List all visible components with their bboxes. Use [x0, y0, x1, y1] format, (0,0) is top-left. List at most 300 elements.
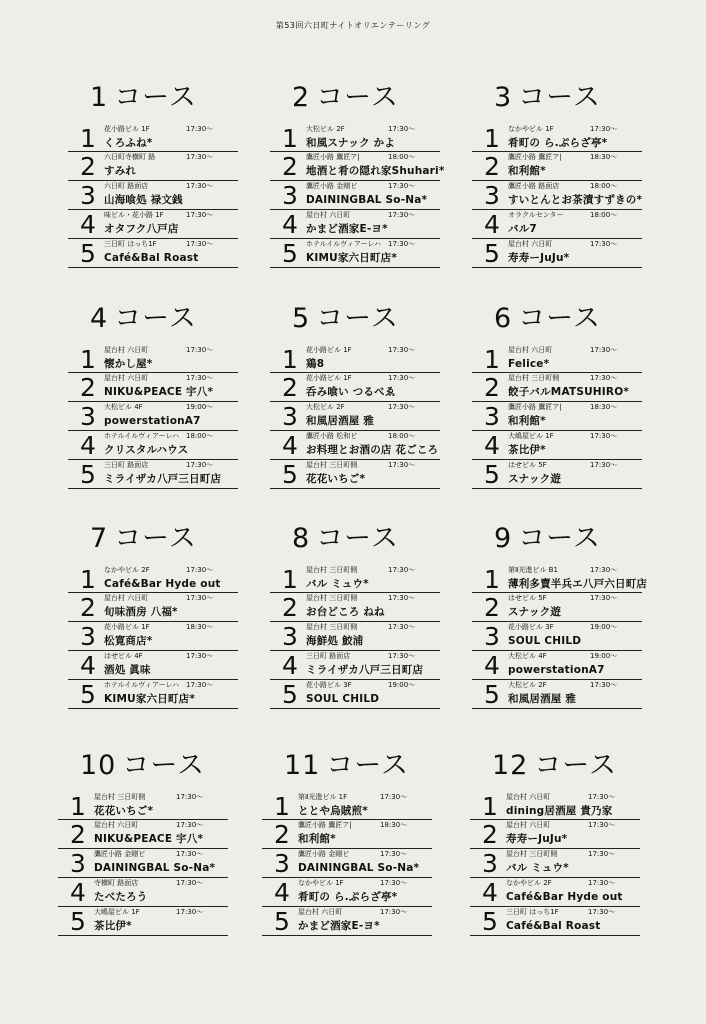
- entry-list: [270, 345, 440, 489]
- course-9: [472, 517, 648, 709]
- entry: [68, 431, 238, 460]
- entry: [472, 345, 642, 373]
- entry-location: 大嶋屋ビル 1F: [94, 908, 140, 916]
- entry-index: 5: [484, 460, 500, 489]
- entry-shop: Café&Bar Hyde out: [104, 578, 221, 590]
- entry-location: 鷹匠小路 鷹匠ア|: [298, 821, 352, 829]
- entry-time: 17:30〜: [388, 566, 416, 574]
- entry: [472, 402, 642, 431]
- entry-location: 屋台村 三日町側: [506, 850, 558, 858]
- entry-index: 4: [274, 878, 290, 907]
- entry-location: ホテルイルヴィアーレハ: [306, 240, 382, 248]
- entry-time: 17:30〜: [388, 211, 416, 219]
- entry-time: 17:30〜: [590, 681, 618, 689]
- course-suffix: コース: [316, 523, 399, 554]
- entry-time: 17:30〜: [380, 908, 408, 916]
- entry: [472, 431, 642, 460]
- entry-location: 六日町寺横町 路: [104, 153, 156, 161]
- entry-index: 4: [80, 651, 96, 680]
- course-title: [270, 517, 440, 561]
- entry-location: 三日町 路面店: [306, 652, 351, 660]
- entry-index: 1: [282, 345, 298, 374]
- entry-time: 17:30〜: [588, 879, 616, 887]
- entry: [270, 124, 440, 152]
- entry-shop: 和利館*: [298, 833, 336, 845]
- entry-shop: 花花いちご*: [306, 473, 366, 485]
- entry-shop: Café&Bal Roast: [104, 252, 199, 264]
- entry-index: 5: [282, 239, 298, 268]
- entry-index: 5: [282, 680, 298, 709]
- entry-shop: 和利館*: [508, 415, 546, 427]
- entry-time: 17:30〜: [176, 879, 204, 887]
- entry: [262, 878, 432, 907]
- course-suffix: コース: [518, 523, 601, 554]
- entry-time: 17:30〜: [176, 908, 204, 916]
- course-12: [470, 744, 640, 936]
- entry-shop: powerstationA7: [508, 664, 605, 676]
- entry-location: なかやビル 1F: [298, 879, 344, 887]
- entry-time: 17:30〜: [388, 594, 416, 602]
- entry-index: 1: [482, 792, 498, 821]
- entry-location: 三日町 はっち1F: [506, 908, 559, 916]
- entry-shop: powerstationA7: [104, 415, 201, 427]
- entry-index: 3: [484, 181, 500, 210]
- entry-index: 2: [484, 373, 500, 402]
- entry-time: 17:30〜: [388, 240, 416, 248]
- entry-location: 屋台村 三日町側: [306, 594, 358, 602]
- entry-location: 屋台村 三日町側: [306, 623, 358, 631]
- entry-index: 1: [80, 345, 96, 374]
- entry-location: 屋台村 六日町: [104, 374, 149, 382]
- entry-list: [262, 792, 432, 936]
- entry-location: 鷹匠小路 金剛ビ: [298, 850, 350, 858]
- course-number: 10: [80, 750, 117, 781]
- course-number: 1: [90, 82, 109, 113]
- entry-time: 17:30〜: [380, 850, 408, 858]
- entry-index: 2: [282, 593, 298, 622]
- entry-location: 六日町 路面店: [104, 182, 149, 190]
- entry-shop: 茶比伊*: [94, 920, 132, 932]
- entry-shop: 懐かし屋*: [104, 358, 153, 370]
- entry: [472, 651, 642, 680]
- entry-location: 味ビル・花小路 1F: [104, 211, 164, 219]
- entry-index: 5: [482, 907, 498, 936]
- entry-time: 17:30〜: [588, 821, 616, 829]
- entry-time: 17:30〜: [186, 211, 214, 219]
- entry-index: 4: [484, 210, 500, 239]
- entry: [472, 124, 642, 152]
- entry-index: 3: [282, 622, 298, 651]
- entry-index: 4: [80, 210, 96, 239]
- course-title: [68, 76, 238, 120]
- entry-shop: お台どころ ねね: [306, 606, 385, 618]
- entry-index: 2: [484, 593, 500, 622]
- course-title: [472, 517, 642, 561]
- entry: [262, 907, 432, 936]
- entry: [270, 680, 440, 709]
- entry-shop: すみれ: [104, 165, 137, 177]
- entry-index: 5: [70, 907, 86, 936]
- entry-shop: SOUL CHILD: [306, 693, 380, 705]
- entry-time: 17:30〜: [380, 793, 408, 801]
- entry-list: [270, 565, 440, 709]
- entry: [262, 849, 432, 878]
- entry-index: 5: [282, 460, 298, 489]
- entry-location: 三日町 はっち1F: [104, 240, 157, 248]
- entry-time: 18:00〜: [186, 432, 214, 440]
- entry-time: 17:30〜: [388, 461, 416, 469]
- entry-shop: NIKU&PEACE 宇八*: [94, 833, 204, 845]
- entry: [270, 239, 440, 268]
- entry-location: 屋台村 三日町側: [94, 793, 146, 801]
- entry: [470, 907, 640, 936]
- entry-time: 17:30〜: [176, 793, 204, 801]
- entry: [472, 680, 642, 709]
- course-4: [68, 297, 238, 489]
- entry-location: なかやビル 1F: [508, 125, 554, 133]
- entry-index: 3: [484, 622, 500, 651]
- entry-index: 3: [70, 849, 86, 878]
- course-number: 11: [284, 750, 321, 781]
- entry-time: 18:00〜: [388, 432, 416, 440]
- entry-location: 屋台村 六日町: [298, 908, 343, 916]
- entry-index: 2: [282, 152, 298, 181]
- entry: [270, 152, 445, 181]
- entry-shop: 旬味酒房 八福*: [104, 606, 178, 618]
- entry-location: 大松ビル 2F: [306, 125, 345, 133]
- entry-shop: SOUL CHILD: [508, 635, 582, 647]
- entry-time: 17:30〜: [388, 374, 416, 382]
- entry: [472, 593, 642, 622]
- entry-location: なかやビル 2F: [104, 566, 150, 574]
- course-title: [68, 297, 238, 341]
- entry: [472, 181, 642, 210]
- entry-index: 3: [282, 402, 298, 431]
- entry-index: 5: [80, 460, 96, 489]
- course-title: [270, 76, 440, 120]
- entry-shop: KIMU家六日町店*: [104, 693, 196, 705]
- entry-location: 花小路ビル 1F: [104, 125, 150, 133]
- entry-time: 19:00〜: [590, 623, 618, 631]
- entry-time: 17:30〜: [590, 461, 618, 469]
- entry-time: 17:30〜: [588, 850, 616, 858]
- entry-location: 屋台村 三日町側: [306, 461, 358, 469]
- entry-index: 1: [274, 792, 290, 821]
- entry-location: なかやビル 2F: [506, 879, 552, 887]
- entry-time: 17:30〜: [186, 681, 214, 689]
- course-title: [472, 297, 642, 341]
- entry: [68, 152, 238, 181]
- entry: [58, 878, 228, 907]
- entry-shop: くろふね*: [104, 137, 153, 149]
- entry: [68, 565, 238, 593]
- entry-shop: DAININGBAL So-Na*: [94, 862, 216, 874]
- entry-shop: ミライザカ八戸三日町店: [104, 473, 222, 485]
- entry-shop: スナック遊: [508, 473, 562, 485]
- entry-location: 鷹匠小路 路面店: [508, 182, 560, 190]
- entry-time: 17:30〜: [186, 594, 214, 602]
- entry-index: 2: [80, 593, 96, 622]
- entry-list: [68, 565, 238, 709]
- entry-location: 花小路ビル 3F: [508, 623, 554, 631]
- entry-time: 17:30〜: [388, 652, 416, 660]
- entry-index: 2: [282, 373, 298, 402]
- entry-location: 屋台村 三日町側: [508, 374, 560, 382]
- entry-shop: 和風居酒屋 雅: [508, 693, 577, 705]
- entry: [58, 907, 228, 936]
- course-title: [470, 744, 640, 788]
- entry-location: 大松ビル 2F: [306, 403, 345, 411]
- course-title: [262, 744, 432, 788]
- entry-index: 4: [484, 431, 500, 460]
- course-7: [68, 517, 238, 709]
- entry-location: 屋台村 六日町: [508, 240, 553, 248]
- entry-list: [472, 124, 642, 268]
- course-title: [58, 744, 228, 788]
- entry-location: 屋台村 六日町: [506, 821, 551, 829]
- entry-shop: すいとんとお茶漬すずきの*: [508, 194, 643, 206]
- entry-index: 2: [70, 820, 86, 849]
- entry-shop: 和風居酒屋 雅: [306, 415, 375, 427]
- course-number: 6: [494, 303, 513, 334]
- entry: [68, 593, 238, 622]
- entry-index: 5: [80, 239, 96, 268]
- entry: [472, 152, 642, 181]
- entry-time: 19:00〜: [388, 681, 416, 689]
- entry-location: 鷹匠小路 金剛ビ: [306, 182, 358, 190]
- entry-time: 17:30〜: [388, 182, 416, 190]
- course-title: [68, 517, 238, 561]
- entry-time: 17:30〜: [186, 240, 214, 248]
- entry-shop: DAININGBAL So-Na*: [298, 862, 420, 874]
- entry-index: 3: [484, 402, 500, 431]
- entry: [68, 651, 238, 680]
- entry-location: 鷹匠小路 鷹匠ア|: [306, 153, 360, 161]
- entry-time: 17:30〜: [388, 403, 416, 411]
- entry-time: 17:30〜: [186, 125, 214, 133]
- course-suffix: コース: [114, 523, 197, 554]
- entry-index: 3: [80, 402, 96, 431]
- course-number: 7: [90, 523, 109, 554]
- entry: [470, 878, 640, 907]
- course-10: [58, 744, 228, 936]
- entry: [68, 622, 238, 651]
- entry: [68, 181, 238, 210]
- entry-time: 17:30〜: [186, 182, 214, 190]
- entry-location: 屋台村 六日町: [104, 346, 149, 354]
- entry-time: 17:30〜: [186, 652, 214, 660]
- entry: [270, 460, 440, 489]
- entry-index: 5: [484, 680, 500, 709]
- entry-location: 鷹匠小路 金剛ビ: [94, 850, 146, 858]
- entry-shop: NIKU&PEACE 宇八*: [104, 386, 214, 398]
- course-number: 4: [90, 303, 109, 334]
- entry-time: 18:00〜: [590, 182, 618, 190]
- entry-location: 花小路ビル 1F: [306, 374, 352, 382]
- course-8: [270, 517, 440, 709]
- entry-time: 17:30〜: [186, 153, 214, 161]
- entry-location: 花小路ビル 3F: [306, 681, 352, 689]
- entry-list: [470, 792, 640, 936]
- entry-index: 1: [484, 124, 500, 153]
- entry-shop: DAININGBAL So-Na*: [306, 194, 428, 206]
- entry-location: はせビル 4F: [104, 652, 143, 660]
- entry: [270, 373, 440, 402]
- entry-location: 鷹匠小路 鷹匠ア|: [508, 153, 562, 161]
- entry-time: 18:30〜: [186, 623, 214, 631]
- entry-shop: 花花いちご*: [94, 805, 154, 817]
- entry-index: 1: [484, 345, 500, 374]
- entry-location: 花小路ビル 1F: [104, 623, 150, 631]
- entry-location: 寺横町 路面店: [94, 879, 139, 887]
- entry-index: 3: [274, 849, 290, 878]
- entry: [470, 792, 640, 820]
- course-2: [270, 76, 445, 268]
- course-5: [270, 297, 440, 489]
- entry-location: 第Ⅱ光進ビル 1F: [298, 793, 348, 801]
- course-11: [262, 744, 432, 936]
- entry-time: 19:00〜: [186, 403, 214, 411]
- entry: [470, 820, 640, 849]
- entry-shop: たべたろう: [94, 891, 148, 903]
- entry: [58, 792, 228, 820]
- course-suffix: コース: [122, 750, 206, 781]
- entry-time: 17:30〜: [176, 850, 204, 858]
- entry-time: 17:30〜: [388, 623, 416, 631]
- entry-time: 17:30〜: [590, 594, 618, 602]
- entry-index: 2: [484, 152, 500, 181]
- entry-shop: Café&Bar Hyde out: [506, 891, 623, 903]
- entry: [472, 373, 642, 402]
- entry-index: 3: [482, 849, 498, 878]
- course-number: 12: [492, 750, 529, 781]
- course-number: 9: [494, 523, 513, 554]
- entry: [68, 402, 238, 431]
- entry-index: 4: [482, 878, 498, 907]
- entry-time: 17:30〜: [380, 879, 408, 887]
- entry: [270, 622, 440, 651]
- entry-list: [68, 345, 238, 489]
- entry-location: 屋台村 六日町: [104, 594, 149, 602]
- entry-time: 17:30〜: [590, 125, 618, 133]
- entry-shop: 松寛商店*: [104, 635, 153, 647]
- entry-location: 大嶋屋ビル 1F: [508, 432, 554, 440]
- entry-shop: 和利館*: [508, 165, 546, 177]
- entry: [270, 593, 440, 622]
- entry-shop: 寿寿ーJuJu*: [508, 252, 570, 264]
- entry-location: 鷹匠小路 松和ビ: [306, 432, 358, 440]
- entry-index: 5: [80, 680, 96, 709]
- entry: [270, 431, 440, 460]
- entry: [472, 239, 642, 268]
- entry-shop: オタフク八戸店: [104, 223, 179, 235]
- entry-index: 1: [80, 124, 96, 153]
- entry-location: 第Ⅱ光進ビル B1: [508, 566, 558, 574]
- entry-location: 大松ビル 4F: [104, 403, 143, 411]
- entry: [470, 849, 640, 878]
- entry-location: はせビル 5F: [508, 594, 547, 602]
- entry-location: ホテルイルヴィアーレハ: [104, 681, 180, 689]
- entry-location: 屋台村 三日町側: [306, 566, 358, 574]
- entry-shop: 薄利多賣半兵エ八戸六日町店: [508, 578, 648, 590]
- entry-index: 1: [80, 565, 96, 594]
- entry: [472, 210, 642, 239]
- entry-index: 2: [80, 373, 96, 402]
- entry-time: 17:30〜: [588, 793, 616, 801]
- entry-shop: 餃子バルMATSUHIRO*: [508, 386, 630, 398]
- entry-list: [270, 124, 445, 268]
- entry-time: 18:00〜: [590, 211, 618, 219]
- entry-shop: ととや烏賊煎*: [298, 805, 368, 817]
- course-suffix: コース: [518, 303, 601, 334]
- course-suffix: コース: [326, 750, 410, 781]
- entry-list: [472, 345, 642, 489]
- entry-time: 18:30〜: [380, 821, 408, 829]
- entry-shop: 地酒と肴の隠れ家Shuhari*: [306, 165, 445, 177]
- entry-index: 4: [484, 651, 500, 680]
- course-number: 3: [494, 82, 513, 113]
- entry-shop: 海鮮処 鮫浦: [306, 635, 364, 647]
- entry-index: 1: [282, 565, 298, 594]
- entry: [68, 239, 238, 268]
- course-suffix: コース: [518, 82, 601, 113]
- entry-time: 18:00〜: [388, 153, 416, 161]
- entry-list: [68, 124, 238, 268]
- entry-time: 17:30〜: [590, 240, 618, 248]
- entry-time: 18:30〜: [590, 153, 618, 161]
- entry-shop: かまど酒家E-ヨ*: [298, 920, 380, 932]
- entry: [472, 460, 642, 489]
- entry-index: 4: [70, 878, 86, 907]
- entry: [270, 651, 440, 680]
- entry: [262, 820, 432, 849]
- entry-index: 4: [282, 210, 298, 239]
- entry: [68, 680, 238, 709]
- entry-index: 3: [80, 622, 96, 651]
- entry-index: 4: [282, 431, 298, 460]
- entry-index: 2: [80, 152, 96, 181]
- course-1: [68, 76, 238, 268]
- entry-shop: 和風スナック かよ: [306, 137, 396, 149]
- entry: [270, 181, 440, 210]
- entry-location: 屋台村 六日町: [94, 821, 139, 829]
- entry-shop: かまど酒家E-ヨ*: [306, 223, 388, 235]
- entry-location: 大松ビル 4F: [508, 652, 547, 660]
- entry-shop: Felice*: [508, 358, 550, 370]
- entry-shop: クリスタルハウス: [104, 444, 189, 456]
- entry-location: 三日町 路面店: [104, 461, 149, 469]
- entry-time: 17:30〜: [590, 566, 618, 574]
- entry-shop: 山海喰処 禄文銭: [104, 194, 183, 206]
- entry-location: 大松ビル 2F: [508, 681, 547, 689]
- course-6: [472, 297, 642, 489]
- entry-shop: バル ミュウ*: [306, 578, 369, 590]
- entry-time: 18:30〜: [590, 403, 618, 411]
- entry-index: 3: [80, 181, 96, 210]
- entry-list: [472, 565, 648, 709]
- entry-time: 17:30〜: [388, 125, 416, 133]
- entry: [472, 622, 642, 651]
- entry-index: 5: [484, 239, 500, 268]
- entry-shop: お料理とお酒の店 花ごころ: [306, 444, 439, 456]
- entry-location: 屋台村 六日町: [306, 211, 351, 219]
- entry-shop: ミライザカ八戸三日町店: [306, 664, 424, 676]
- entry-location: オラクルセンター: [508, 211, 564, 219]
- entry-time: 19:00〜: [590, 652, 618, 660]
- entry-location: 屋台村 六日町: [506, 793, 551, 801]
- entry-shop: 寿寿ーJuJu*: [506, 833, 568, 845]
- entry-location: 屋台村 六日町: [508, 346, 553, 354]
